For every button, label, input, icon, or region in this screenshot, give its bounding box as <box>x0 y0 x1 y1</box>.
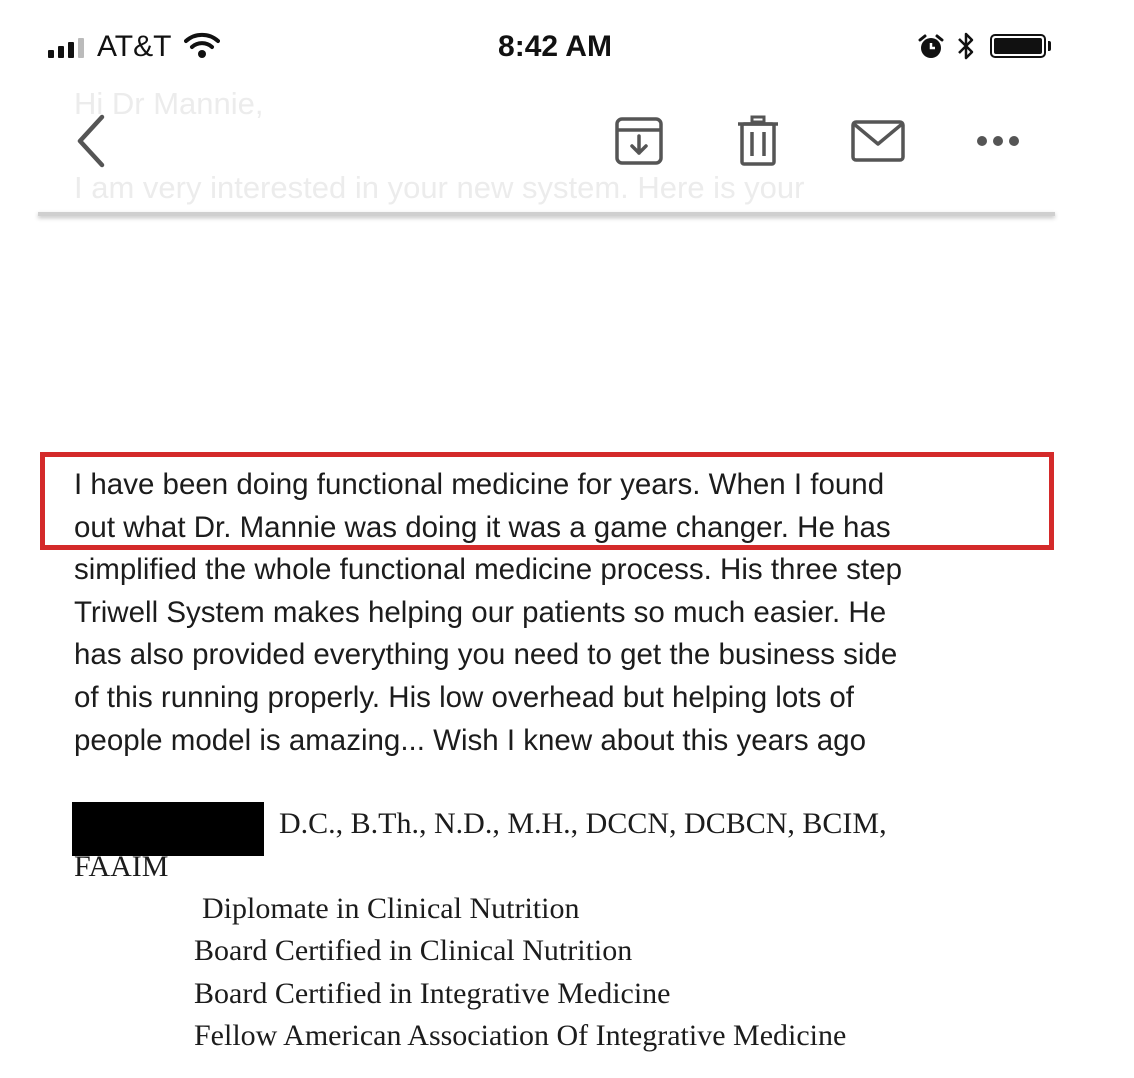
redacted-name-bar <box>72 802 264 856</box>
certification-line: Fellow American Association Of Integrative Medicine <box>194 1019 847 1052</box>
archive-icon <box>614 116 664 166</box>
highlight-annotation-box <box>40 452 1054 550</box>
delete-button[interactable] <box>730 100 786 182</box>
more-options-button[interactable] <box>972 100 1024 182</box>
preview-greeting: Hi Dr Mannie, <box>74 86 264 121</box>
alarm-clock-icon <box>917 33 945 61</box>
preview-line: I am very interested in your new system. Here is your <box>74 170 805 205</box>
message-line: has also provided everything you need to get the business side <box>74 638 898 672</box>
back-chevron-icon <box>70 111 110 171</box>
clock-time: 8:42 AM <box>498 30 612 63</box>
message-line: Triwell System makes helping our patients so much easier. He <box>74 595 887 629</box>
message-line: I have been doing functional medicine for years. When I found <box>74 468 885 501</box>
back-button[interactable] <box>64 100 116 182</box>
battery-tip <box>1048 41 1051 51</box>
mark-unread-button[interactable] <box>848 100 908 182</box>
trash-icon <box>736 115 780 167</box>
certification-line: Board Certified in Clinical Nutrition <box>194 934 633 967</box>
message-line: people model is amazing... Wish I knew about this years ago <box>74 723 866 757</box>
signature-credentials-continued: FAAIM <box>74 850 169 883</box>
message-line: out what Dr. Mannie was doing it was a game changer. He has <box>74 510 891 544</box>
signature-credentials: D.C., B.Th., N.D., M.H., DCCN, DCBCN, BCIM, <box>279 807 887 840</box>
status-bar <box>0 0 1134 96</box>
bluetooth-icon <box>955 31 977 61</box>
mail-icon <box>851 120 905 162</box>
more-icon <box>976 135 1020 147</box>
toolbar-divider <box>38 212 1055 216</box>
certification-line: Board Certified in Integrative Medicine <box>194 977 671 1010</box>
certification-line: Diplomate in Clinical Nutrition <box>202 892 580 925</box>
carrier-name: AT&T <box>97 30 172 63</box>
message-line: simplified the whole functional medicine process. His three step <box>74 553 903 587</box>
battery-icon <box>990 34 1046 58</box>
archive-button[interactable] <box>610 100 668 182</box>
email-toolbar <box>38 100 1055 212</box>
message-line: of this running properly. His low overhead but helping lots of <box>74 680 855 714</box>
